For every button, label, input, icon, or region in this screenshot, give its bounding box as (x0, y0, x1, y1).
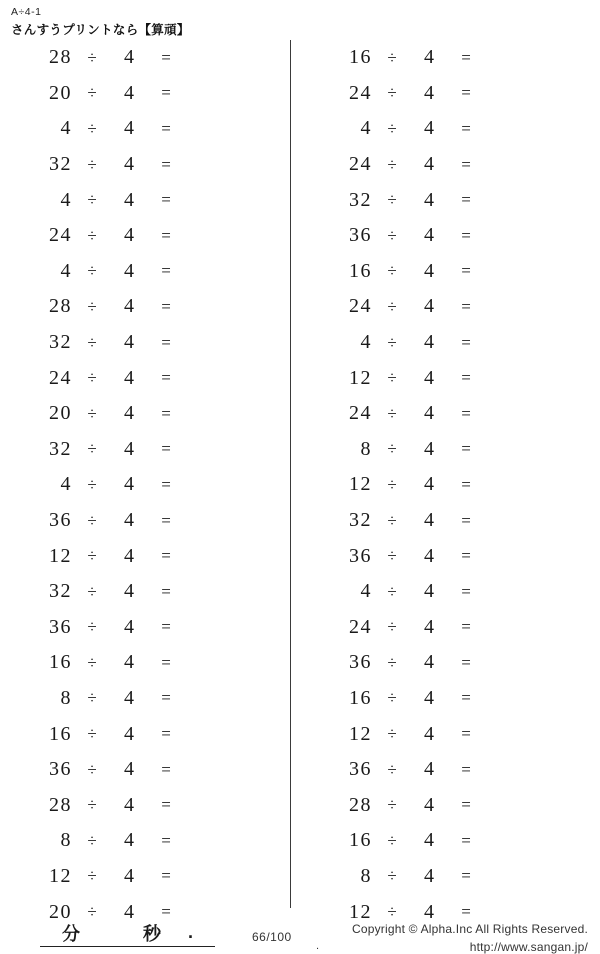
divide-icon: ÷ (387, 154, 397, 174)
equals-icon: = (461, 118, 471, 138)
divide-icon: ÷ (387, 866, 397, 886)
divisor: 4 (124, 437, 134, 460)
problem-row (0, 681, 290, 717)
equals-icon: = (161, 759, 171, 779)
dividend: 20 (49, 81, 72, 104)
problem-row (300, 218, 590, 254)
problem-row (300, 147, 590, 183)
divisor: 4 (424, 295, 434, 318)
equals-icon: = (461, 510, 471, 530)
dividend: 16 (49, 722, 72, 745)
problem-row (300, 538, 590, 574)
divide-icon: ÷ (387, 118, 397, 138)
dividend: 24 (349, 402, 372, 425)
dividend: 4 (360, 331, 372, 354)
equals-icon: = (461, 332, 471, 352)
divisor: 4 (424, 331, 434, 354)
problem-column-left (0, 40, 290, 930)
equals-icon: = (461, 47, 471, 67)
divide-icon: ÷ (87, 83, 97, 103)
divisor: 4 (424, 900, 434, 923)
problem-row (300, 254, 590, 290)
equals-icon: = (161, 154, 171, 174)
divide-icon: ÷ (387, 510, 397, 530)
divisor: 4 (124, 224, 134, 247)
dividend: 16 (49, 651, 72, 674)
equals-icon: = (461, 439, 471, 459)
equals-icon: = (461, 403, 471, 423)
dividend: 4 (60, 117, 72, 140)
problem-row (0, 254, 290, 290)
dividend: 4 (360, 580, 372, 603)
divide-icon: ÷ (387, 759, 397, 779)
divisor: 4 (424, 864, 434, 887)
divide-icon: ÷ (387, 261, 397, 281)
problem-row (300, 787, 590, 823)
divide-icon: ÷ (387, 439, 397, 459)
problem-row (300, 681, 590, 717)
divisor: 4 (424, 188, 434, 211)
problem-row (300, 610, 590, 646)
divisor: 4 (124, 580, 134, 603)
divide-icon: ÷ (87, 332, 97, 352)
dividend: 28 (49, 46, 72, 69)
equals-icon: = (461, 866, 471, 886)
divide-icon: ÷ (87, 866, 97, 886)
dividend: 12 (349, 722, 372, 745)
divide-icon: ÷ (87, 581, 97, 601)
divide-icon: ÷ (387, 546, 397, 566)
divisor: 4 (424, 366, 434, 389)
equals-icon: = (161, 546, 171, 566)
equals-icon: = (161, 474, 171, 494)
problem-row (300, 823, 590, 859)
dividend: 12 (349, 366, 372, 389)
dividend: 16 (349, 259, 372, 282)
divisor: 4 (424, 153, 434, 176)
problem-row (0, 289, 290, 325)
problem-row (300, 360, 590, 396)
problem-row (0, 76, 290, 112)
divisor: 4 (124, 544, 134, 567)
dividend: 8 (60, 686, 72, 709)
problem-row (300, 752, 590, 788)
divisor: 4 (124, 188, 134, 211)
equals-icon: = (461, 474, 471, 494)
divide-icon: ÷ (87, 830, 97, 850)
equals-icon: = (461, 830, 471, 850)
dividend: 36 (349, 758, 372, 781)
dividend: 12 (349, 473, 372, 496)
divisor: 4 (124, 829, 134, 852)
problem-row (0, 859, 290, 895)
equals-icon: = (161, 830, 171, 850)
page-number-dot: . (316, 940, 320, 952)
dividend: 16 (349, 829, 372, 852)
page-number: 66/100 (252, 930, 292, 944)
dividend: 32 (49, 331, 72, 354)
dividend: 36 (49, 758, 72, 781)
problem-row (0, 432, 290, 468)
dividend: 36 (49, 509, 72, 532)
divisor: 4 (124, 81, 134, 104)
problem-row (0, 716, 290, 752)
dividend: 24 (349, 295, 372, 318)
divisor: 4 (424, 686, 434, 709)
dividend: 4 (60, 473, 72, 496)
divide-icon: ÷ (387, 617, 397, 637)
equals-icon: = (461, 795, 471, 815)
divisor: 4 (124, 295, 134, 318)
equals-icon: = (161, 510, 171, 530)
divisor: 4 (124, 864, 134, 887)
divide-icon: ÷ (387, 225, 397, 245)
divide-icon: ÷ (87, 296, 97, 316)
dividend: 4 (60, 188, 72, 211)
divisor: 4 (124, 331, 134, 354)
equals-icon: = (461, 546, 471, 566)
problem-row (300, 396, 590, 432)
divide-icon: ÷ (387, 724, 397, 744)
divisor: 4 (424, 473, 434, 496)
dividend: 32 (349, 188, 372, 211)
problem-row (0, 218, 290, 254)
divisor: 4 (124, 793, 134, 816)
equals-icon: = (461, 83, 471, 103)
divisor: 4 (424, 722, 434, 745)
divide-icon: ÷ (87, 546, 97, 566)
dividend: 24 (349, 81, 372, 104)
problem-row (300, 325, 590, 361)
divide-icon: ÷ (87, 154, 97, 174)
dividend: 36 (349, 544, 372, 567)
equals-icon: = (161, 83, 171, 103)
divisor: 4 (124, 46, 134, 69)
divide-icon: ÷ (87, 688, 97, 708)
problem-row (300, 574, 590, 610)
dividend: 8 (60, 829, 72, 852)
divisor: 4 (424, 117, 434, 140)
time-entry-box[interactable] (40, 918, 215, 947)
dividend: 8 (360, 864, 372, 887)
divide-icon: ÷ (87, 47, 97, 67)
equals-icon: = (461, 581, 471, 601)
divisor: 4 (124, 509, 134, 532)
dividend: 32 (49, 437, 72, 460)
problem-columns (0, 40, 600, 923)
equals-icon: = (461, 368, 471, 388)
divide-icon: ÷ (87, 652, 97, 672)
divisor: 4 (424, 437, 434, 460)
worksheet-footer (0, 908, 600, 954)
dividend: 28 (49, 793, 72, 816)
problem-row (0, 360, 290, 396)
dividend: 36 (49, 615, 72, 638)
divisor: 4 (424, 259, 434, 282)
divisor: 4 (424, 81, 434, 104)
problem-row (0, 645, 290, 681)
divide-icon: ÷ (387, 296, 397, 316)
divide-icon: ÷ (387, 332, 397, 352)
problem-row (300, 289, 590, 325)
problem-row (300, 76, 590, 112)
problem-row (0, 752, 290, 788)
equals-icon: = (461, 688, 471, 708)
equals-icon: = (161, 47, 171, 67)
equals-icon: = (161, 866, 171, 886)
divisor: 4 (424, 615, 434, 638)
divide-icon: ÷ (387, 368, 397, 388)
problem-row (300, 859, 590, 895)
dividend: 12 (349, 900, 372, 923)
equals-icon: = (161, 403, 171, 423)
equals-icon: = (161, 368, 171, 388)
divisor: 4 (124, 117, 134, 140)
divisor: 4 (424, 651, 434, 674)
divisor: 4 (424, 793, 434, 816)
problem-row (0, 396, 290, 432)
dividend: 28 (349, 793, 372, 816)
dividend: 12 (49, 864, 72, 887)
problem-row (0, 610, 290, 646)
divide-icon: ÷ (387, 403, 397, 423)
equals-icon: = (461, 724, 471, 744)
dividend: 4 (360, 117, 372, 140)
divisor: 4 (424, 509, 434, 532)
problem-row (0, 325, 290, 361)
divide-icon: ÷ (87, 759, 97, 779)
divisor: 4 (124, 758, 134, 781)
problem-row (0, 574, 290, 610)
divide-icon: ÷ (387, 652, 397, 672)
problem-row (300, 182, 590, 218)
problem-row (300, 432, 590, 468)
dividend: 36 (349, 224, 372, 247)
equals-icon: = (161, 261, 171, 281)
dividend: 16 (349, 686, 372, 709)
dividend: 20 (49, 402, 72, 425)
divide-icon: ÷ (87, 510, 97, 530)
equals-icon: = (161, 617, 171, 637)
divisor: 4 (124, 402, 134, 425)
divisor: 4 (424, 580, 434, 603)
dividend: 24 (49, 366, 72, 389)
dividend: 12 (49, 544, 72, 567)
dividend: 20 (49, 900, 72, 923)
problem-row (300, 40, 590, 76)
divide-icon: ÷ (87, 225, 97, 245)
divide-icon: ÷ (87, 261, 97, 281)
problem-row (0, 40, 290, 76)
equals-icon: = (461, 190, 471, 210)
seconds-label: 秒 (143, 924, 161, 945)
copyright-text: Copyright © Alpha.Inc All Rights Reserved. (351, 922, 588, 936)
divisor: 4 (424, 829, 434, 852)
divide-icon: ÷ (87, 902, 97, 922)
equals-icon: = (161, 118, 171, 138)
divide-icon: ÷ (387, 83, 397, 103)
divisor: 4 (124, 686, 134, 709)
equals-icon: = (161, 795, 171, 815)
divisor: 4 (124, 366, 134, 389)
dividend: 16 (349, 46, 372, 69)
period-mark: . (188, 922, 194, 942)
equals-icon: = (461, 154, 471, 174)
worksheet-code: A÷4-1 (11, 6, 42, 18)
equals-icon: = (461, 296, 471, 316)
dividend: 24 (349, 615, 372, 638)
problem-row (0, 823, 290, 859)
divide-icon: ÷ (87, 118, 97, 138)
problem-row (300, 645, 590, 681)
divide-icon: ÷ (87, 403, 97, 423)
dividend: 8 (360, 437, 372, 460)
divide-icon: ÷ (87, 368, 97, 388)
equals-icon: = (161, 724, 171, 744)
equals-icon: = (161, 296, 171, 316)
dividend: 32 (49, 153, 72, 176)
problem-row (300, 111, 590, 147)
problem-row (0, 147, 290, 183)
divisor: 4 (124, 651, 134, 674)
divide-icon: ÷ (87, 474, 97, 494)
divide-icon: ÷ (387, 795, 397, 815)
equals-icon: = (161, 652, 171, 672)
divide-icon: ÷ (87, 724, 97, 744)
problem-row (0, 538, 290, 574)
equals-icon: = (161, 688, 171, 708)
divisor: 4 (424, 46, 434, 69)
divide-icon: ÷ (87, 439, 97, 459)
divide-icon: ÷ (87, 190, 97, 210)
divisor: 4 (124, 153, 134, 176)
equals-icon: = (161, 190, 171, 210)
divide-icon: ÷ (387, 581, 397, 601)
problem-row (300, 716, 590, 752)
dividend: 28 (49, 295, 72, 318)
divide-icon: ÷ (87, 617, 97, 637)
dividend: 32 (49, 580, 72, 603)
problem-column-right (300, 40, 590, 930)
divide-icon: ÷ (87, 795, 97, 815)
divisor: 4 (424, 544, 434, 567)
divide-icon: ÷ (387, 47, 397, 67)
equals-icon: = (161, 225, 171, 245)
divisor: 4 (424, 402, 434, 425)
equals-icon: = (161, 902, 171, 922)
divide-icon: ÷ (387, 190, 397, 210)
equals-icon: = (461, 225, 471, 245)
dividend: 4 (60, 259, 72, 282)
equals-icon: = (461, 759, 471, 779)
problem-row (0, 503, 290, 539)
divisor: 4 (124, 722, 134, 745)
problem-row (0, 111, 290, 147)
dividend: 24 (349, 153, 372, 176)
equals-icon: = (461, 652, 471, 672)
equals-icon: = (161, 332, 171, 352)
problem-row (0, 467, 290, 503)
equals-icon: = (461, 902, 471, 922)
divisor: 4 (424, 224, 434, 247)
equals-icon: = (161, 581, 171, 601)
problem-row (300, 467, 590, 503)
equals-icon: = (461, 617, 471, 637)
divisor: 4 (424, 758, 434, 781)
divide-icon: ÷ (387, 902, 397, 922)
problem-row (0, 787, 290, 823)
website-url[interactable]: http://www.sangan.jp/ (469, 940, 588, 954)
dividend: 32 (349, 509, 372, 532)
dividend: 24 (49, 224, 72, 247)
problem-row (0, 182, 290, 218)
divisor: 4 (124, 473, 134, 496)
divisor: 4 (124, 900, 134, 923)
worksheet-title: さんすうプリントなら【算頑】 (11, 23, 190, 37)
divisor: 4 (124, 615, 134, 638)
equals-icon: = (161, 439, 171, 459)
divide-icon: ÷ (387, 474, 397, 494)
problem-row (300, 503, 590, 539)
dividend: 36 (349, 651, 372, 674)
divide-icon: ÷ (387, 688, 397, 708)
divisor: 4 (124, 259, 134, 282)
minutes-label: 分 (62, 924, 80, 945)
equals-icon: = (461, 261, 471, 281)
divide-icon: ÷ (387, 830, 397, 850)
